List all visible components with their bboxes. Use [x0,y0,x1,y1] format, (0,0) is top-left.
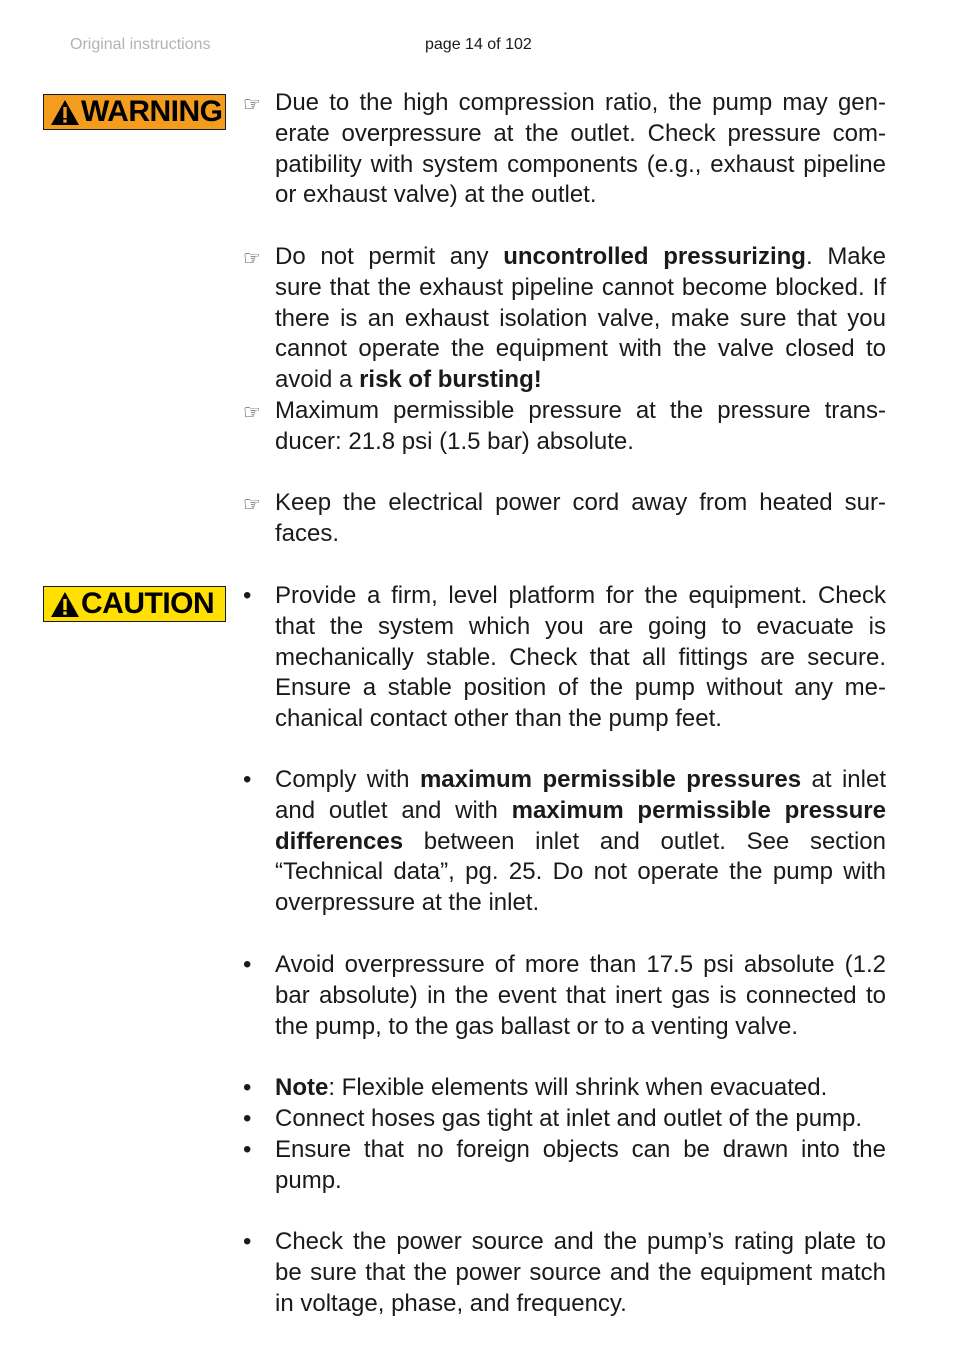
page-number: page 14 of 102 [425,36,532,53]
list-item-text: Due to the high compression ratio, the pump may generate overpressure at the outlet. Check pressure compatibility with system components (e.g., exhaust pipeline or exhaust valve) at the outlet. [275,89,886,209]
pointing-hand-icon: ☞ [243,92,261,116]
warning-label: WARNING [81,95,223,128]
warning-badge [43,94,226,130]
text-span: Do not permit any [275,243,504,270]
emphasis-text: maximum permissible pressure differences [275,796,886,855]
bullet: • [243,582,252,609]
list-item-text: Provide a firm, level platform for the equipment. Check that the system which you are going to evacuate is mechanically stable. Check that all fittings are secure. Ensure a stable position of the pump without any mechanical contact other than the pump feet. [275,582,886,733]
text-span: . Make sure that the exhaust pipeline cannot become blocked. If there is an exhaust isolation valve, make sure that you cannot operate the equipment with the valve closed to avoid a [275,243,887,394]
bullet: • [243,1074,252,1101]
emphasis-text: maximum permissible pressures [419,766,802,793]
bullet: • [243,1228,252,1255]
emphasis-text: risk of bursting! [359,366,542,394]
list-item-text [275,1073,886,1104]
list-item [243,396,886,458]
text-span: Comply with [275,766,420,793]
bullet: • [243,951,252,978]
list-item [243,1135,886,1197]
list-item-text: Avoid overpressure of more than 17.5 psi absolute (1.2 bar absolute) in the event that inert gas is connected to the pump, to the gas ballast or to a venting valve. [275,951,886,1040]
list-item [243,242,886,396]
list-item [243,765,886,919]
warning-triangle-icon [50,99,80,126]
text-span: at inlet and outlet and with [275,766,886,824]
pointing-hand-icon: ☞ [243,246,261,270]
list-item-text [275,765,886,919]
bullet: • [243,1105,252,1132]
list-item [243,950,886,1042]
list-item [243,1104,886,1135]
list-item-text: Connect hoses gas tight at inlet and outlet of the pump. [275,1105,863,1132]
warning-triangle-icon [50,591,80,618]
caution-badge [43,586,226,622]
list-item [243,88,886,211]
list-item-text: Ensure that no foreign objects can be drawn into the pump. [275,1136,886,1194]
list-item [243,488,886,550]
list-item-text: Check the power source and the pump’s rating plate to be sure that the power source and the equipment match in voltage, phase, and frequency. [275,1228,886,1317]
bullet: • [243,1136,252,1163]
list-item [243,581,886,735]
list-item [243,1227,886,1319]
list-item [243,1073,886,1104]
caution-label: CAUTION [81,587,215,620]
text-span: between inlet and outlet. See section “Technical data”, pg. 25. Do not operate the pump with overpressure at the inlet. [275,827,886,917]
pointing-hand-icon: ☞ [243,400,261,424]
list-item-text: Keep the electrical power cord away from heated surfaces. [275,489,886,547]
page-header-left: Original instructions [70,36,211,53]
list-item-text: Maximum permissible pressure at the pressure transducer: 21.8 psi (1.5 bar) absolute. [275,397,886,455]
text-span: : Flexible elements will shrink when evacuated. [328,1074,828,1101]
emphasis-text: uncontrolled pressurizing [503,243,806,270]
bullet: • [243,766,252,793]
emphasis-text: Note [275,1074,329,1101]
pointing-hand-icon: ☞ [243,492,261,516]
list-item-text [275,242,886,396]
